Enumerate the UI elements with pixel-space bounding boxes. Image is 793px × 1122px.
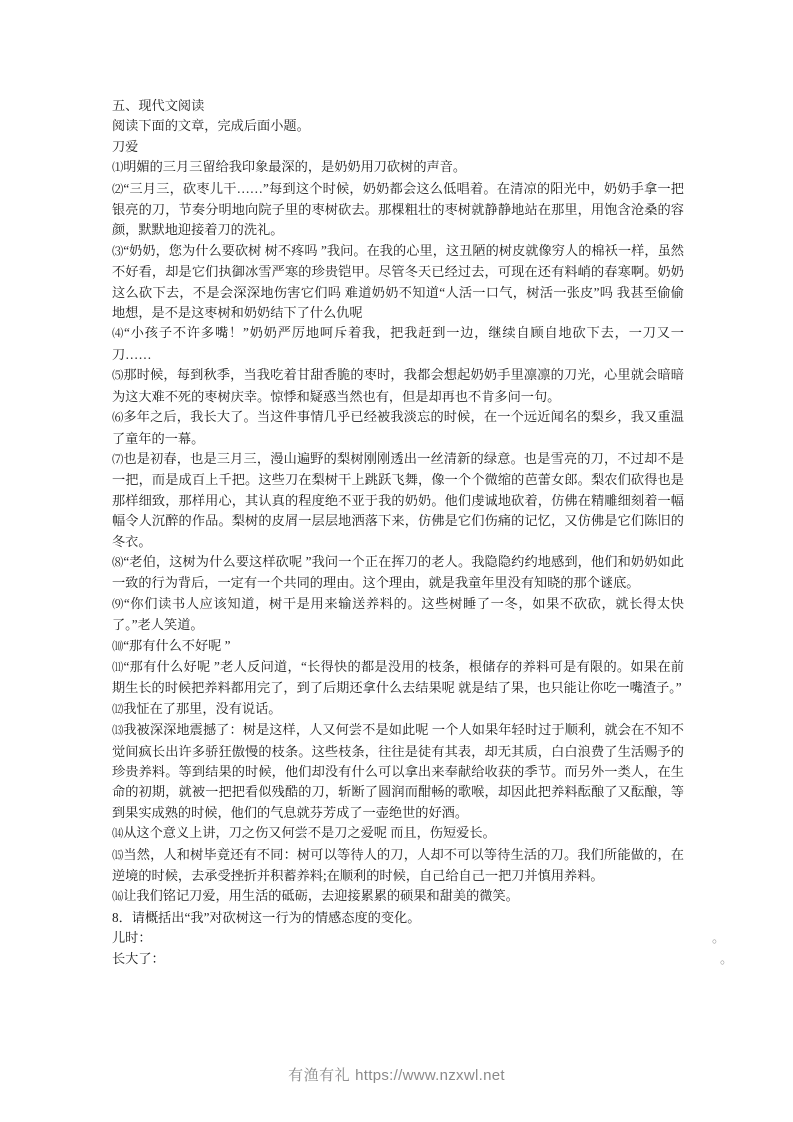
paragraph-text: “你们读书人应该知道，树干是用来输送养料的。这些树睡了一冬，如果不砍砍，就长得太快了。”老人笑道。 <box>112 595 684 633</box>
paragraph-text: 也是初春，也是三月三，漫山遍野的梨树刚刚透出一丝清新的绿意。也是雪亮的刀，不过却不是一把，而是成百上千把。这些刀在梨树干上跳跃飞舞，像一个个微缩的芭蕾女郎。梨农们砍得也是那样细致，那样用心，其认真的程度绝不亚于我的奶奶。他们虔诚地砍着，仿佛在精雕细刻着一幅幅令人沉醉的作品。梨树的皮屑一层层地洒落下来，仿佛是它们伤痛的记忆，又仿佛是它们陈旧的冬衣。 <box>112 450 684 549</box>
paragraph-marker: ⑸ <box>112 370 124 383</box>
paragraph-text: 当然，人和树毕竟还有不同：树可以等待人的刀，人却不可以等待生活的刀。我们所能做的，在逆境的时候，去承受挫折并积蓄养料;在顺利的时候，自己给自己一把刀并慎用养料。 <box>112 846 684 884</box>
reading-instruction: 阅读下面的文章，完成后面小题。 <box>112 118 310 134</box>
article-paragraph <box>112 241 684 324</box>
article-paragraph <box>112 552 684 594</box>
article-paragraph <box>112 845 684 887</box>
article-paragraph <box>112 179 684 241</box>
article-paragraph <box>112 594 684 636</box>
paragraph-text: “那有什么好呢 ”老人反问道，“长得快的都是没用的枝条，根储存的养料可是有限的。如果在前期生长的时候把养料都用完了，到了后期还拿什么去结果呢 就是结了果，也只能让你吃一嘴渣子。” <box>112 658 684 696</box>
answer-blank-end-mark: 。 <box>712 930 726 946</box>
article-title: 刀爱 <box>112 138 139 154</box>
answer-blank-list <box>112 928 734 969</box>
article-paragraph <box>112 636 684 657</box>
paragraph-marker: ⑿ <box>112 703 124 716</box>
article-body <box>112 157 684 908</box>
paragraph-marker: ⒀ <box>112 725 124 738</box>
article-paragraph <box>112 657 684 699</box>
article-paragraph <box>112 365 684 407</box>
article-paragraph <box>112 323 684 365</box>
watermark-brand: 有渔有礼 <box>288 1067 351 1084</box>
article-paragraph <box>112 823 684 844</box>
paragraph-text: “老伯，这树为什么要这样砍呢 ”我问一个正在挥刀的老人。我隐隐约约地感到，他们和奶奶如此一致的行为背后，一定有一个共同的理由。这个理由，就是我童年里没有知晓的那个谜底。 <box>112 553 684 591</box>
paragraph-marker: ⑹ <box>112 412 124 425</box>
watermark-url: https://www.nzxwl.net <box>355 1067 505 1084</box>
paragraph-marker: ⑼ <box>112 598 124 611</box>
paragraph-marker: ⑾ <box>112 661 124 674</box>
answer-blank-row[interactable] <box>112 928 726 948</box>
paragraph-text: 我怔在了那里，没有说话。 <box>123 700 282 716</box>
article-paragraph <box>112 407 684 449</box>
paragraph-text: “三月三，砍枣儿干……”每到这个时候，奶奶都会这么低唱着。在清凉的阳光中，奶奶手拿一把银亮的刀，节奏分明地向院子里的枣树砍去。那棵粗壮的枣树就静静地站在那里，用饱含沧桑的容颜，默默地迎接着刀的洗礼。 <box>112 180 684 238</box>
paragraph-text: 多年之后，我长大了。当这件事情几乎已经被我淡忘的时候，在一个远近闻名的梨乡，我又重温了童年的一幕。 <box>112 409 684 446</box>
article-paragraph <box>112 720 684 823</box>
paragraph-marker: ⑶ <box>112 245 124 258</box>
watermark <box>0 1064 793 1085</box>
paragraph-marker: ⑽ <box>112 640 124 653</box>
paragraph-text: 我被深深地震撼了：树是这样，人又何尝不是如此呢 一个人如果年轻时过于顺利，就会在不知不觉间疯长出许多骄狂傲慢的枝条。这些枝条，往往是徒有其表，却无其质，白白浪费了生活赐予的珍贵养料。等到结果的时候，他们却没有什么可以拿出来奉献给收获的季节。而另外一类人，在生命的初期，就被一把把看似残酷的刀，斩断了圆润而酣畅的歌喉，却因此把养料酝酿了又酝酿，等到果实成熟的时候，他们的气息就芬芳成了一壶绝世的好酒。 <box>112 722 684 820</box>
article-paragraph <box>112 449 684 552</box>
paragraph-text: “小孩子不许多嘴！”奶奶严厉地呵斥着我，把我赶到一边，继续自顾自地砍下去，一刀又一刀…… <box>112 325 684 362</box>
answer-blank-label: 长大了： <box>112 950 165 966</box>
article-paragraph <box>112 157 684 178</box>
article-paragraph <box>112 886 684 907</box>
answer-blank-end-mark: 。 <box>720 950 734 966</box>
paragraph-text: “奶奶，您为什么要砍树 树不疼吗 ”我问。在我的心里，这丑陋的树皮就像穷人的棉袄一样，虽然不好看，却是它们执御冰雪严寒的珍贵铠甲。尽管冬天已经过去，可现在还有料峭的春寒啊。奶奶这么砍下去，不是会深深地伤害它们吗 难道奶奶不知道“人活一口气，树活一张皮”吗 我甚至偷偷地想，是不是这枣树和奶奶结下了什么仇呢 <box>112 242 684 321</box>
paragraph-marker: ⑻ <box>112 556 124 569</box>
paragraph-text: “那有什么不好呢 ” <box>123 637 231 653</box>
paragraph-text: 让我们铭记刀爱，用生活的砥砺，去迎接累累的硕果和甜美的微笑。 <box>123 888 519 904</box>
paragraph-text: 明媚的三月三留给我印象最深的，是奶奶用刀砍树的声音。 <box>123 159 467 175</box>
paragraph-marker: ⒂ <box>112 849 124 862</box>
paragraph-marker: ⑴ <box>112 162 124 175</box>
paragraph-text: 从这个意义上讲，刀之伤又何尝不是刀之爱呢 而且，伤短爱长。 <box>123 825 496 841</box>
article-paragraph <box>112 699 684 720</box>
answer-blank-label: 儿时： <box>112 930 152 946</box>
paragraph-marker: ⑵ <box>112 183 124 196</box>
paragraph-marker: ⑺ <box>112 453 124 466</box>
paragraph-marker: ⒃ <box>112 891 124 904</box>
question-8: 8．请概括出“我”对砍树这一行为的情感态度的变化。 <box>112 909 421 925</box>
answer-blank-row[interactable] <box>112 949 734 969</box>
section-heading: 五、现代文阅读 <box>112 98 205 113</box>
paragraph-marker: ⒁ <box>112 828 124 841</box>
paragraph-marker: ⑷ <box>112 328 125 341</box>
document-content <box>112 96 734 969</box>
paragraph-text: 那时候，每到秋季，当我吃着甘甜香脆的枣时，我都会想起奶奶手里凛凛的刀光，心里就会暗暗为这大难不死的枣树庆幸。惊悸和疑惑当然也有，但是却再也不肯多问一句。 <box>112 367 684 404</box>
